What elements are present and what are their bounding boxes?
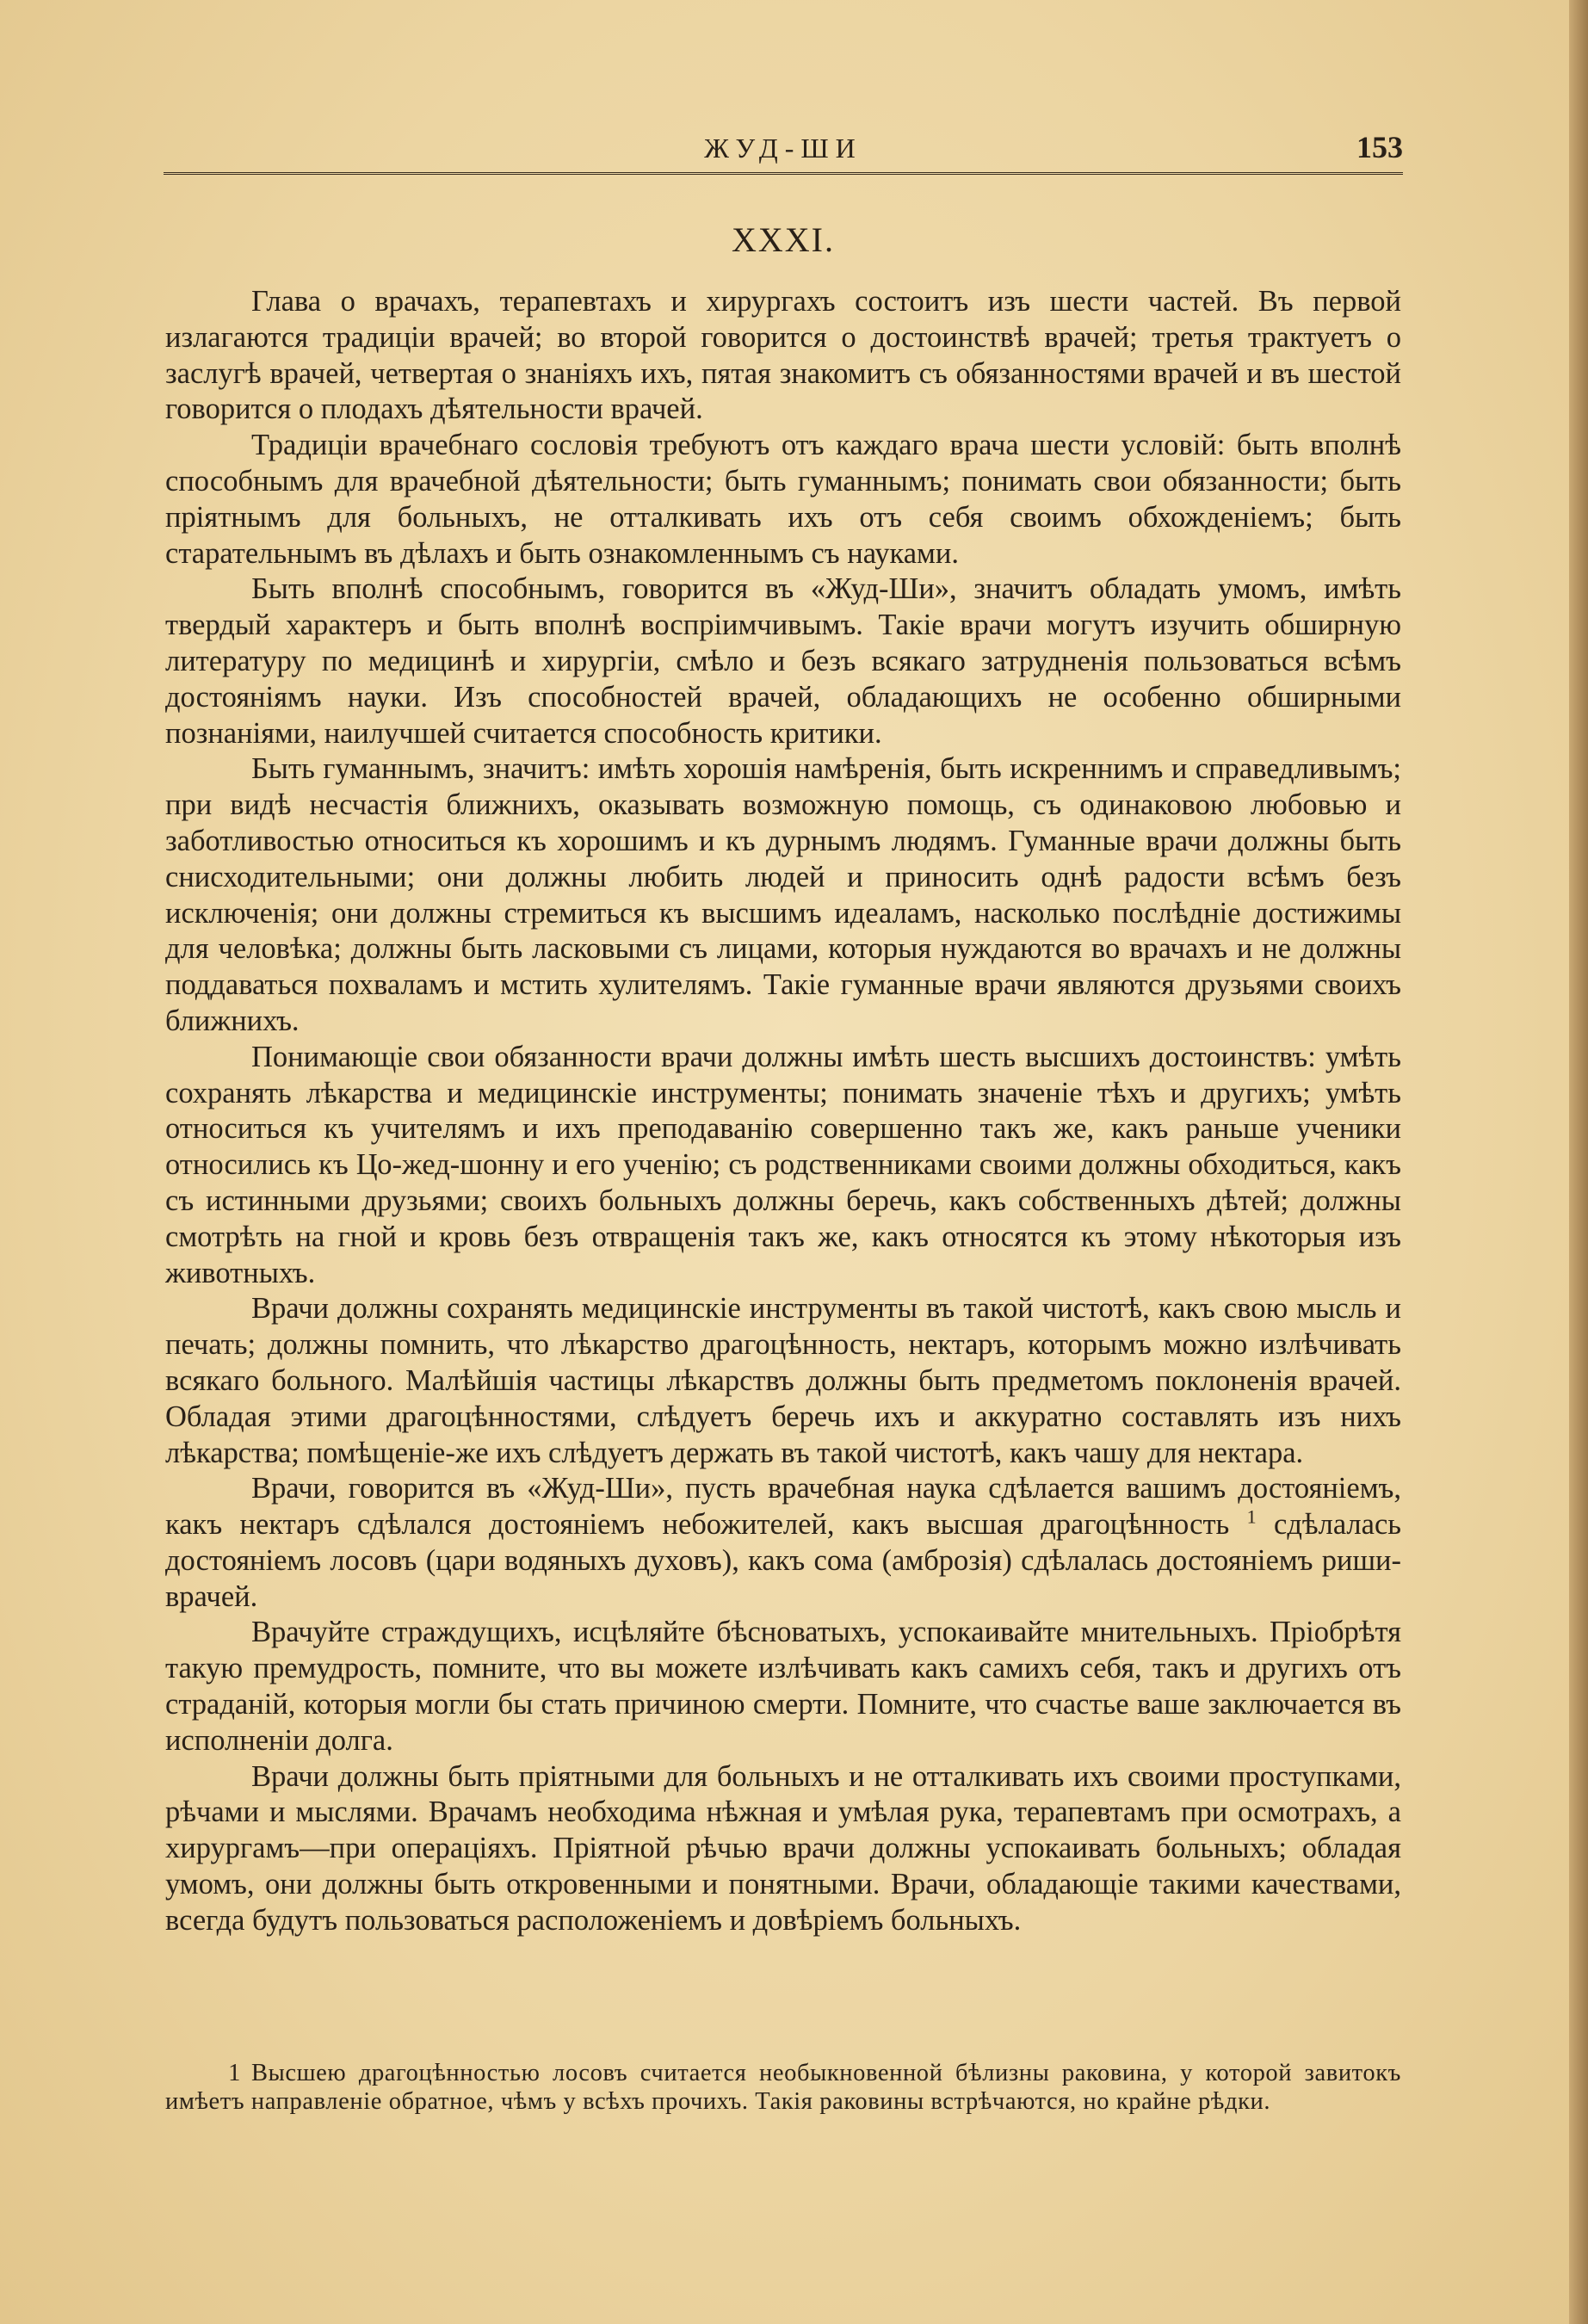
- header-rule: [164, 172, 1403, 175]
- page-edge: [1569, 0, 1588, 2324]
- footnote: [165, 2059, 1401, 2116]
- footnote-marker: 1: [228, 2060, 241, 2086]
- running-title: ЖУД-ШИ: [704, 133, 862, 164]
- paragraph: Традиціи врачебнаго сословія требуютъ отъ каждаго врача шести условій: быть вполнѣ способнымъ для врачебной дѣятельности; быть гуманнымъ; понимать свои обязанности; быть пріятнымъ для больныхъ, не отталкивать ихъ отъ себя своимъ обхожденіемъ; быть старательнымъ въ дѣлахъ и быть ознакомленнымъ съ науками.: [165, 429, 1401, 570]
- page-number: 153: [1356, 130, 1403, 164]
- footnote-text: Высшею драгоцѣнностью лосовъ считается необыкновенной бѣлизны раковина, у которой завитокъ имѣетъ направленіе обратное, чѣмъ у всѣхъ прочихъ. Такія раковины встрѣчаются, но крайне рѣдки.: [165, 2060, 1401, 2115]
- paragraph-text: сдѣлалась достояніемъ лосовъ (цари водяныхъ духовъ), какъ сома (амброзія) сдѣлалась достояніемъ риши-врачей.: [165, 1508, 1402, 1613]
- paragraph: Быть гуманнымъ, значитъ: имѣть хорошія намѣренія, быть искреннимъ и справедливымъ; при видѣ несчастія ближнихъ, оказывать возможную помощь, съ одинаковою любовью и заботливостью относиться къ хорошимъ и къ дурнымъ людямъ. Гуманные врачи должны быть снисходительными; они должны любить людей и приносить однѣ радости всѣмъ безъ исключенія; они должны стремиться къ высшимъ идеаламъ, насколько послѣдніе достижимы для человѣка; должны быть ласковыми съ лицами, которыя нуждаются во врачахъ и не должны поддаваться похваламъ и мстить хулителямъ. Такіе гуманные врачи являются друзьями своихъ ближнихъ.: [165, 752, 1401, 1037]
- footnote-reference: 1: [1246, 1505, 1257, 1528]
- paragraph: Врачи должны быть пріятными для больныхъ и не отталкивать ихъ своими проступками, рѣчами и мыслями. Врачамъ необходима нѣжная и умѣлая рука, терапевтамъ при осмотрахъ, а хирургамъ—при операціяхъ. Пріятной рѣчью врачи должны успокаивать больныхъ; обладая умомъ, они должны быть откровенными и понятными. Врачи, обладающіе такими качествами, всегда будутъ пользоваться расположеніемъ и довѣріемъ больныхъ.: [165, 1759, 1401, 1937]
- paragraph: Врачи должны сохранять медицинскіе инструменты въ такой чистотѣ, какъ свою мысль и печать; должны помнить, что лѣкарство драгоцѣнность, нектаръ, которымъ можно излѣчивать всякаго больного. Малѣйшія частицы лѣкарствъ должны быть предметомъ поклоненія врачей. Обладая этими драгоцѣнностями, слѣдуетъ беречь ихъ и аккуратно составлять изъ нихъ лѣкарства; помѣщеніе-же ихъ слѣдуетъ держать въ такой чистотѣ, какъ чашу для нектара.: [165, 1292, 1401, 1469]
- paragraph: Глава о врачахъ, терапевтахъ и хирургахъ состоитъ изъ шести частей. Въ первой излагаются традиціи врачей; во второй говорится о достоинствѣ врачей; третья трактуетъ о заслугѣ врачей, четвертая о знаніяхъ ихъ, пятая знакомитъ съ обязанностями врачей и въ шестой говорится о плодахъ дѣятельности врачей.: [165, 285, 1401, 426]
- paragraph: Понимающіе свои обязанности врачи должны имѣть шесть высшихъ достоинствъ: умѣть сохранять лѣкарства и медицинскіе инструменты; понимать значеніе тѣхъ и другихъ; умѣть относиться къ учителямъ и ихъ преподаванію совершенно такъ же, какъ раньше ученики относились къ Цо-жед-шонну и его ученію; съ родственниками своими должны обходиться, какъ съ истинными друзьями; своихъ больныхъ должны беречь, какъ собственныхъ дѣтей; должны смотрѣть на гной и кровь безъ отвращенія такъ же, какъ относятся къ этому нѣкоторыя изъ животныхъ.: [165, 1040, 1401, 1289]
- paragraph: [165, 1471, 1401, 1615]
- paragraph: Врачуйте страждущихъ, исцѣляйте бѣсноватыхъ, успокаивайте мнительныхъ. Пріобрѣтя такую премудрость, помните, что вы можете излѣчивать какъ самихъ себя, такъ и другихъ отъ страданій, которыя могли бы стать причиною смерти. Помните, что счастье ваше заключается въ исполненіи долга.: [165, 1616, 1401, 1757]
- body-text: [165, 284, 1401, 1939]
- paragraph-text: Врачи, говорится въ «Жуд-Ши», пусть врачебная наука сдѣлается вашимъ достояніемъ, какъ нектаръ сдѣлался достояніемъ небожителей, какъ высшая драгоцѣнность: [165, 1472, 1401, 1542]
- page-header: [164, 129, 1403, 177]
- chapter-heading: XXXI.: [732, 220, 835, 259]
- paragraph: Быть вполнѣ способнымъ, говорится въ «Жуд-Ши», значитъ обладать умомъ, имѣть твердый характеръ и быть вполнѣ воспріимчивымъ. Такіе врачи могутъ изучить обширную литературу по медицинѣ и хирургіи, смѣло и безъ всякаго затрудненія пользоваться всѣмъ достояніямъ науки. Изъ способностей врачей, обладающихъ не особенно обширными познаніями, наилучшей считается способность критики.: [165, 572, 1401, 750]
